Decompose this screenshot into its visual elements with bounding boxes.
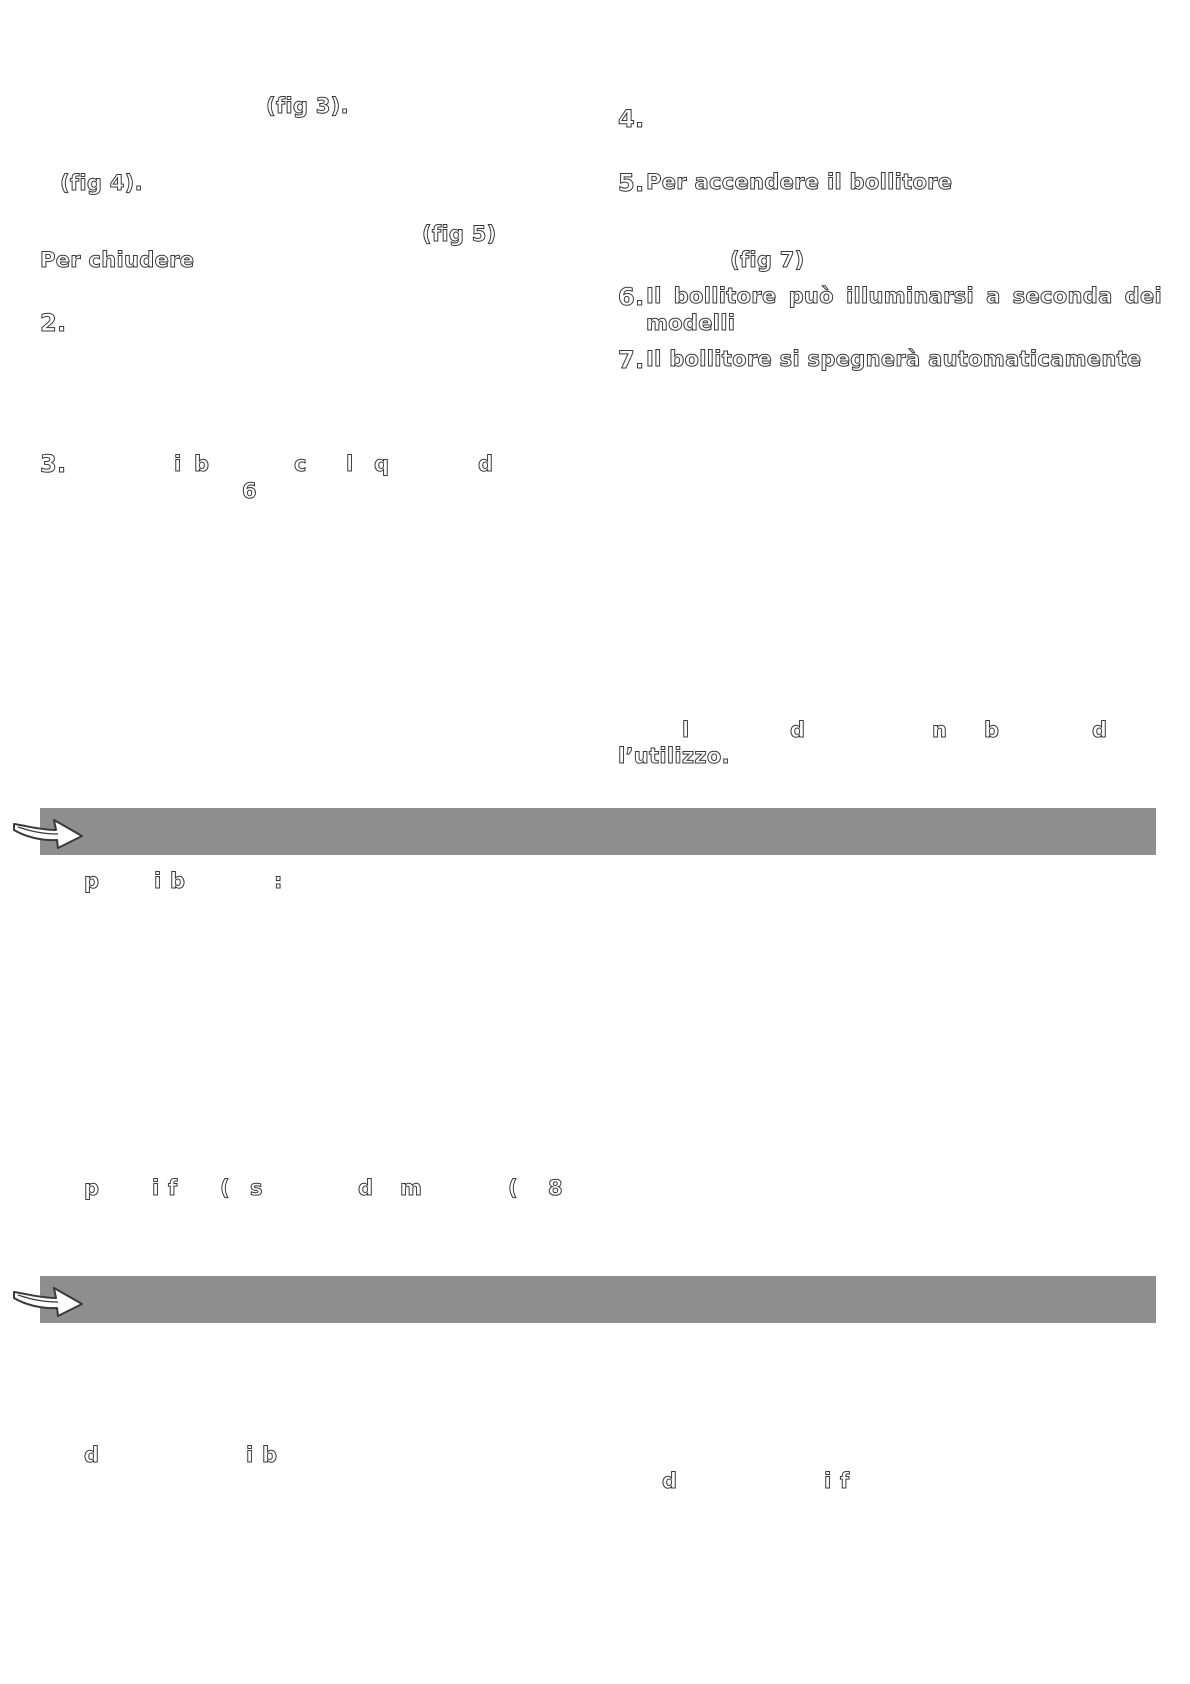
step-3-fragment: c	[294, 452, 307, 476]
fig-4-reference: (fig 4).	[60, 171, 143, 195]
section-1-fragment: i	[152, 1176, 160, 1200]
step-6-text-continued: modelli	[646, 311, 736, 335]
section-1-fragment: b	[170, 869, 186, 893]
ending-fragment: l	[682, 718, 690, 742]
section-2-fragment: i	[824, 1469, 832, 1493]
step-3-fragment: l	[346, 452, 354, 476]
step-5-number: 5.	[618, 169, 645, 197]
step-3-fragment: 6	[242, 479, 257, 503]
step-4-number: 4.	[618, 105, 645, 133]
section-2-fragment: f	[840, 1469, 850, 1493]
section-1-fragment: m	[400, 1176, 423, 1200]
section-2-fragment: b	[262, 1443, 278, 1467]
step-3-fragment: q	[374, 452, 390, 476]
step-3-fragment: b	[194, 452, 210, 476]
ending-fragment: n	[932, 718, 948, 742]
step-3-fragment: i	[174, 452, 182, 476]
section-1-fragment: f	[168, 1176, 178, 1200]
step-3-fragment: d	[478, 452, 494, 476]
step-7-text: Il bollitore si spegnerà automaticamente	[646, 347, 1142, 371]
section-1-fragment: p	[84, 869, 100, 893]
section-1-fragment: 8	[548, 1176, 563, 1200]
section-1-fragment: p	[84, 1176, 100, 1200]
fig-3-reference: (fig 3).	[266, 94, 349, 118]
step-3-number: 3.	[40, 450, 67, 478]
step-2-number: 2.	[40, 309, 67, 337]
section-2-fragment: i	[246, 1443, 254, 1467]
step-7-number: 7.	[618, 346, 645, 374]
section-1-fragment: (	[220, 1176, 230, 1200]
section-1-fragment: (	[508, 1176, 518, 1200]
ending-fragment: d	[790, 718, 806, 742]
section-2-fragment: d	[662, 1469, 678, 1493]
section-1-fragment: :	[274, 869, 283, 893]
step-5-text: Per accendere il bollitore	[646, 170, 953, 194]
ending-fragment: b	[984, 718, 1000, 742]
section-header-bar	[40, 1276, 1156, 1323]
section-header-bar	[40, 808, 1156, 855]
arrow-icon	[12, 810, 84, 850]
fig-7-reference: (fig 7)	[730, 248, 805, 272]
section-1-fragment: i	[154, 869, 162, 893]
utilizzo-text: l’utilizzo.	[618, 744, 730, 768]
section-1-fragment: d	[358, 1176, 374, 1200]
fig-5-reference: (fig 5)	[422, 222, 497, 246]
section-1-fragment: s	[250, 1176, 263, 1200]
arrow-icon	[12, 1278, 84, 1318]
step-6-number: 6.	[618, 283, 645, 311]
ending-fragment: d	[1092, 718, 1108, 742]
step-6-text: Il bollitore può illuminarsi a seconda dei	[646, 284, 1162, 308]
per-chiudere-text: Per chiudere	[40, 248, 195, 272]
section-2-fragment: d	[84, 1443, 100, 1467]
